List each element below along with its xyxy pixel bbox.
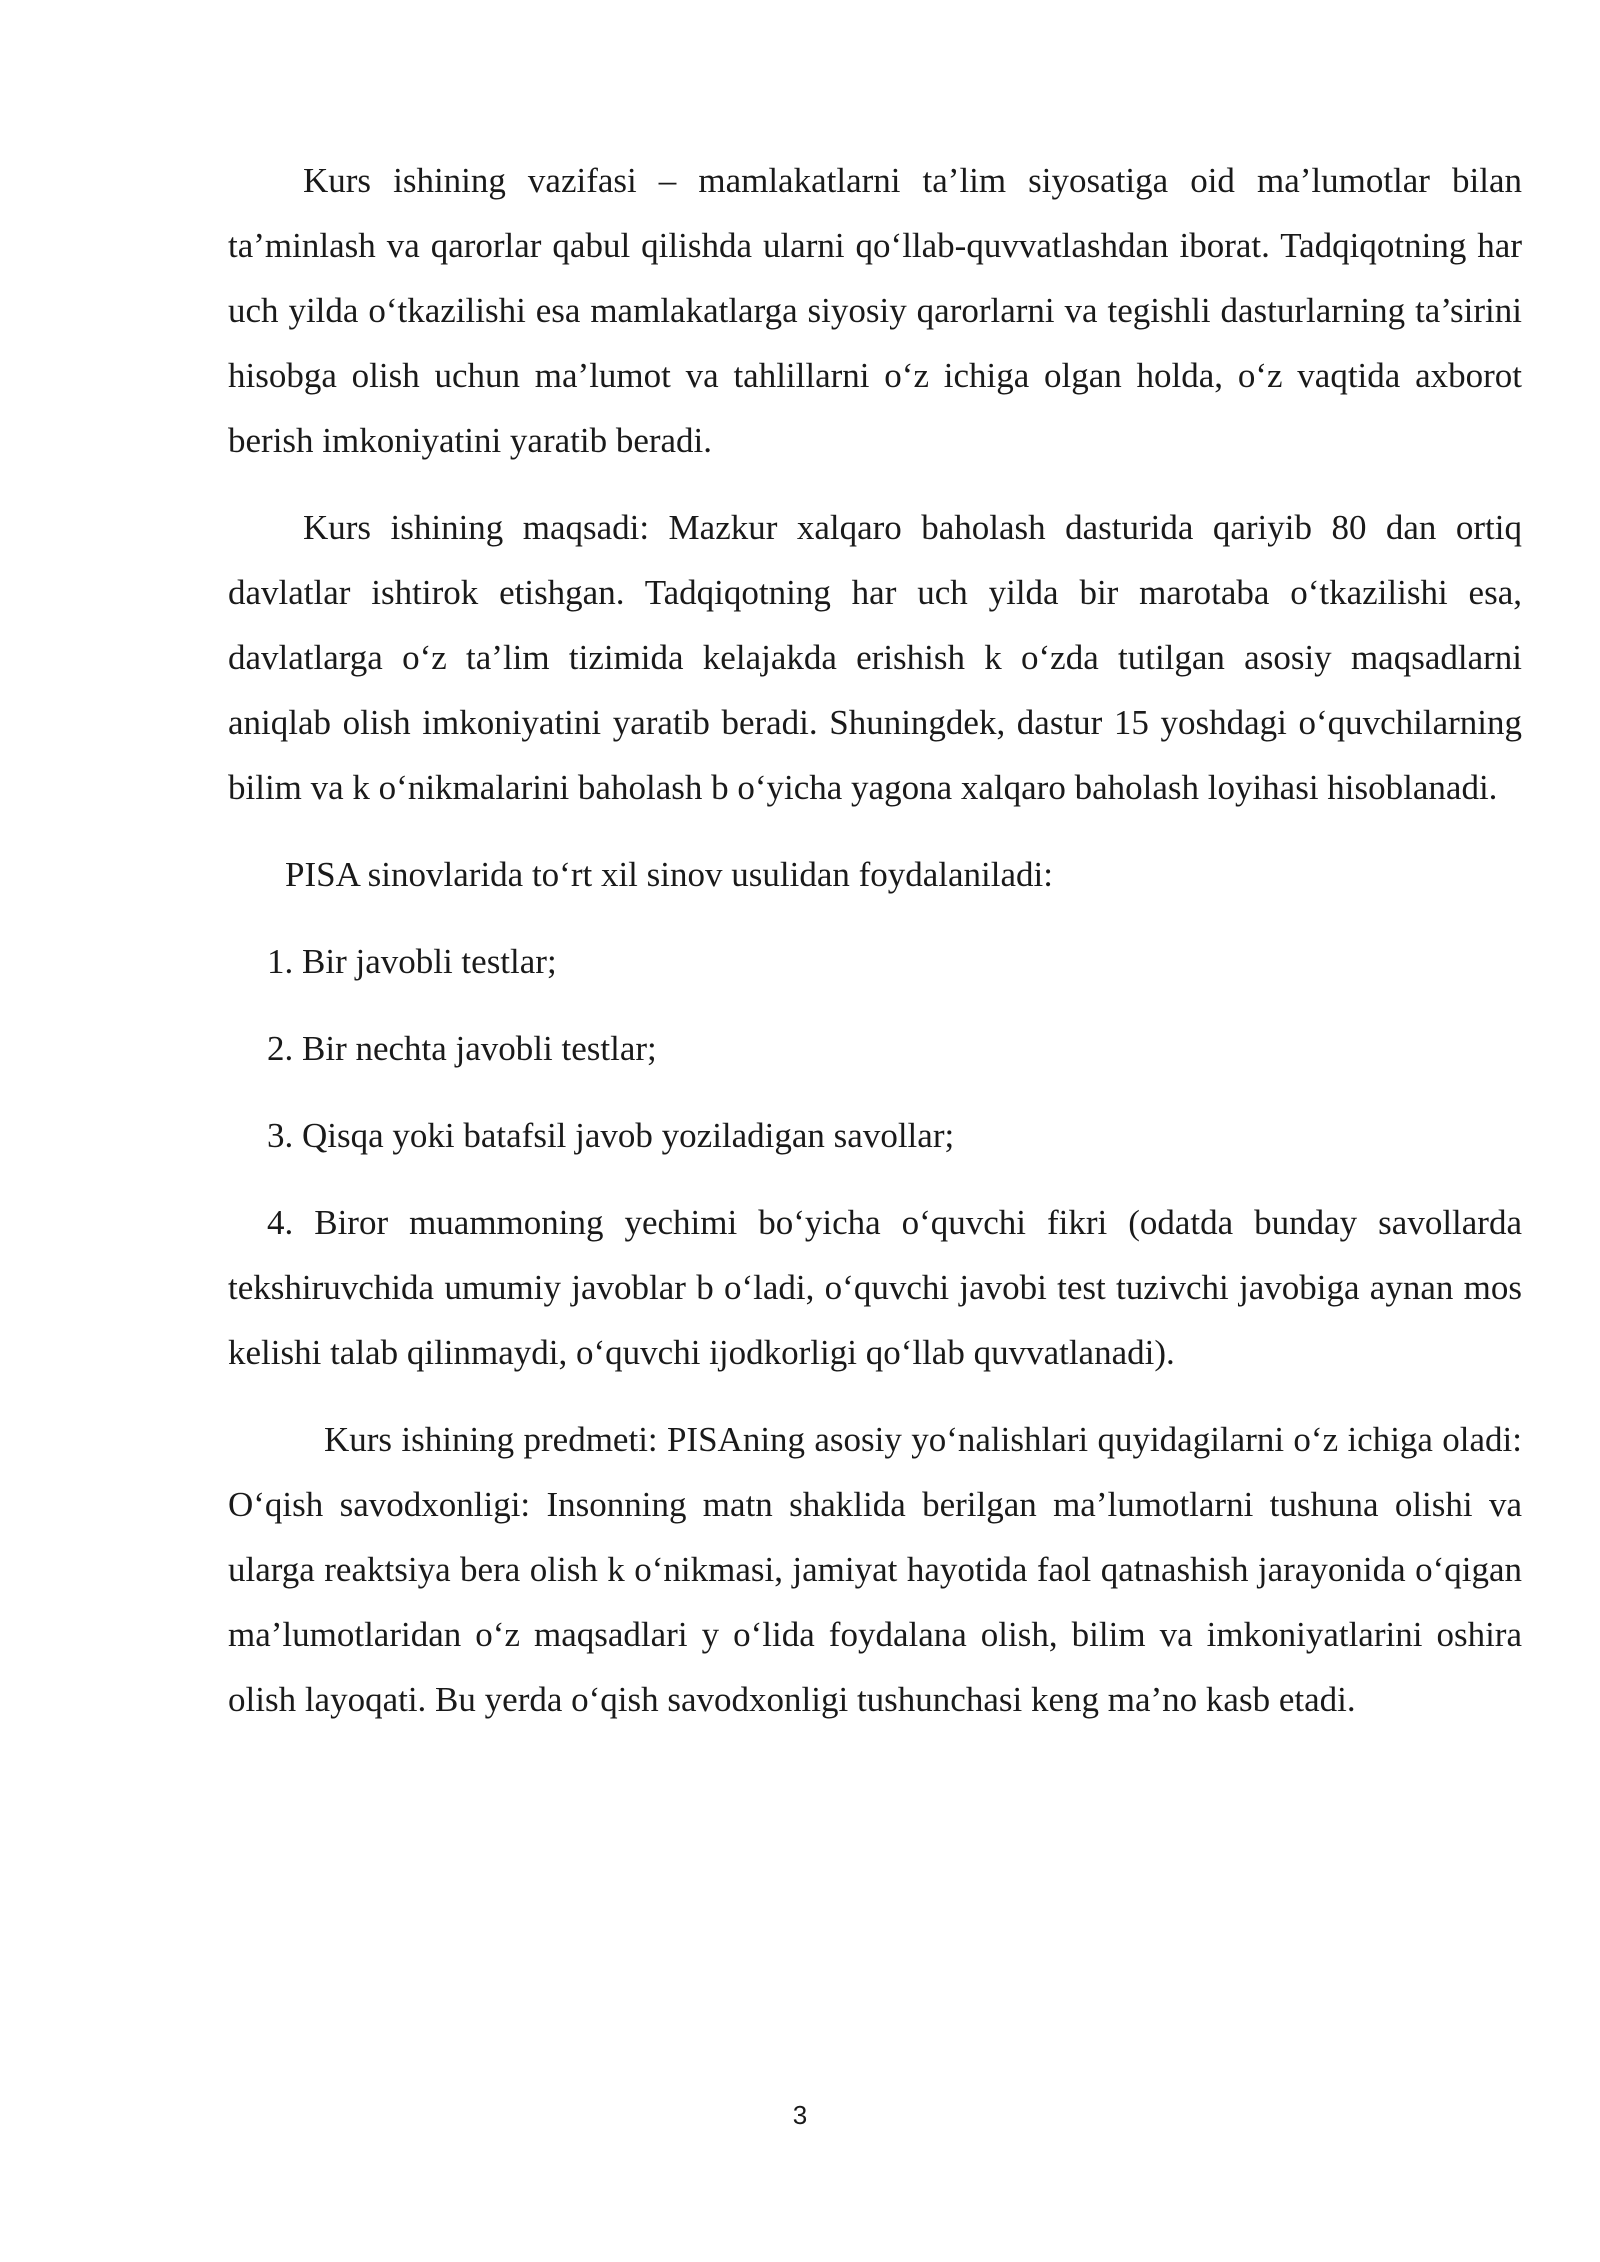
- list-item: 2. Bir nechta javobli testlar;: [267, 1029, 657, 1068]
- page-number: 3: [792, 2100, 808, 2130]
- paragraph-vazifasi: Kurs ishining vazifasi – mamlakatlarni ta’lim siyosatiga oid ma’lumotlar bilan ta’minlash va qarorlar qabul qilishda ularni qo‘llab-quvvatlashdan iborat. Tadqiqotning har uch yilda o‘tkazilishi esa mamlakatlarga siyosiy qarorlarni va tegishli dasturlarning ta’sirini hisobga olish uchun ma’lumot va tahlillarni o‘z ichiga olgan holda, o‘z vaqtida axborot berish imkoniyatini yaratib beradi.: [228, 161, 1522, 460]
- list-item: 4. Biror muammoning yechimi bo‘yicha o‘quvchi fikri (odatda bunday savollarda tekshiruvchida umumiy javoblar b o‘ladi, o‘quvchi javobi test tuzivchi javobiga aynan mos kelishi talab qilinmaydi, o‘quvchi ijodkorligi qo‘llab quvvatlanadi).: [228, 1203, 1522, 1372]
- list-item: 1. Bir javobli testlar;: [267, 942, 557, 981]
- paragraph-maqsadi: Kurs ishining maqsadi: Mazkur xalqaro baholash dasturida qariyib 80 dan ortiq davlatlar ishtirok etishgan. Tadqiqotning har uch yilda bir marotaba o‘tkazilishi esa, davlatlarga o‘z ta’lim tizimida kelajakda erishish k o‘zda tutilgan asosiy maqsadlarni aniqlab olish imkoniyatini yaratib beradi. Shuningdek, dastur 15 yoshdagi o‘quvchilarning bilim va k o‘nikmalarini baholash b o‘yicha yagona xalqaro baholash loyihasi hisoblanadi.: [228, 508, 1522, 807]
- paragraph-pisa-intro: PISA sinovlarida to‘rt xil sinov usulidan foydalaniladi:: [285, 855, 1053, 894]
- list-item: 3. Qisqa yoki batafsil javob yoziladigan savollar;: [267, 1116, 955, 1155]
- paragraph-predmeti: Kurs ishining predmeti: PISAning asosiy yo‘nalishlari quyidagilarni o‘z ichiga oladi: O‘qish savodxonligi: Insonning matn shaklida berilgan ma’lumotlarni tushuna olishi va ularga reaktsiya bera olish k o‘nikmasi, jamiyat hayotida faol qatnashish jarayonida o‘qigan ma’lumotlaridan o‘z maqsadlari y o‘lida foydalana olish, bilim va imkoniyatlarini oshira olish layoqati. Bu yerda o‘qish savodxonligi tushunchasi keng ma’no kasb etadi.: [228, 1420, 1522, 1719]
- page-content: [228, 148, 1522, 1754]
